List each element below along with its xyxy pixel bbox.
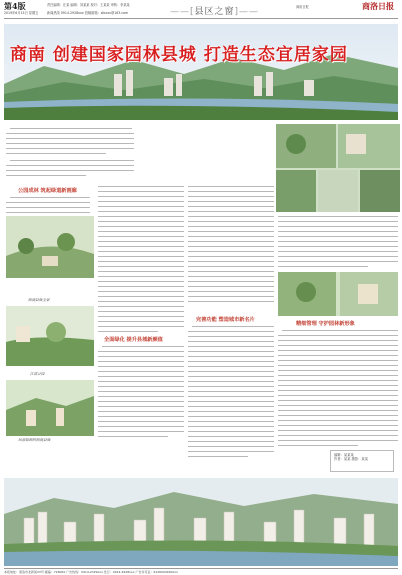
footer-text: 本报地址：商洛市北新街23号 邮编：726000 广告热线：0914-2329xxx 发行：0914-2928xxx 广告许可证：6126004000xxx	[4, 570, 178, 574]
page-number: 第4版	[4, 1, 26, 11]
right-meta: 商洛日报	[296, 5, 309, 9]
byline-box	[330, 450, 394, 472]
bottom-panorama	[4, 478, 398, 566]
col4b-text	[278, 330, 398, 470]
section-title: ——[县区之窗]——	[170, 7, 260, 17]
subhead-4: 精细管理 守护园林新形象	[296, 321, 355, 327]
col2b-text	[98, 346, 184, 466]
photo-top-right	[276, 124, 400, 212]
byline-line-2: 作者：某某 摄影：某某	[334, 457, 369, 461]
subhead-2: 全面绿化 提升县城新颜值	[104, 337, 163, 343]
byline-line-1: 编辑：某某某	[334, 453, 354, 457]
col3-text	[188, 186, 274, 306]
caption-3: 风景如画的商南县城	[18, 438, 51, 442]
masthead-rule	[4, 18, 398, 19]
hero-photo	[4, 24, 398, 120]
photo-left-1	[6, 216, 94, 278]
footer-rule	[4, 568, 398, 569]
date-line: 2019年6月15日 星期五	[4, 11, 39, 15]
meta-line-2: 新闻热线 0914-2928xxx 投稿邮箱：slbxxx@163.com	[47, 11, 129, 15]
headline: 商南 创建国家园林县城 打造生态宜居家园	[10, 45, 348, 65]
caption-2: 江滨公园	[30, 372, 45, 376]
subhead-1: 公园成林 筑起绿道新画廊	[18, 188, 77, 194]
subhead-3: 完善功能 塑造城市新名片	[196, 317, 255, 323]
caption-1: 商南县城全景	[28, 298, 50, 302]
brand-logo: 商洛日报	[362, 1, 394, 11]
col3b-text	[188, 326, 274, 466]
intro-block	[6, 124, 136, 184]
photo-left-2	[6, 306, 94, 366]
meta-line-1: 责任编辑：汪某 编辑：刘某某 校对：王某某 审核：李某某	[47, 3, 130, 7]
photo-right-mid	[278, 272, 398, 316]
photo-left-3	[6, 380, 94, 436]
